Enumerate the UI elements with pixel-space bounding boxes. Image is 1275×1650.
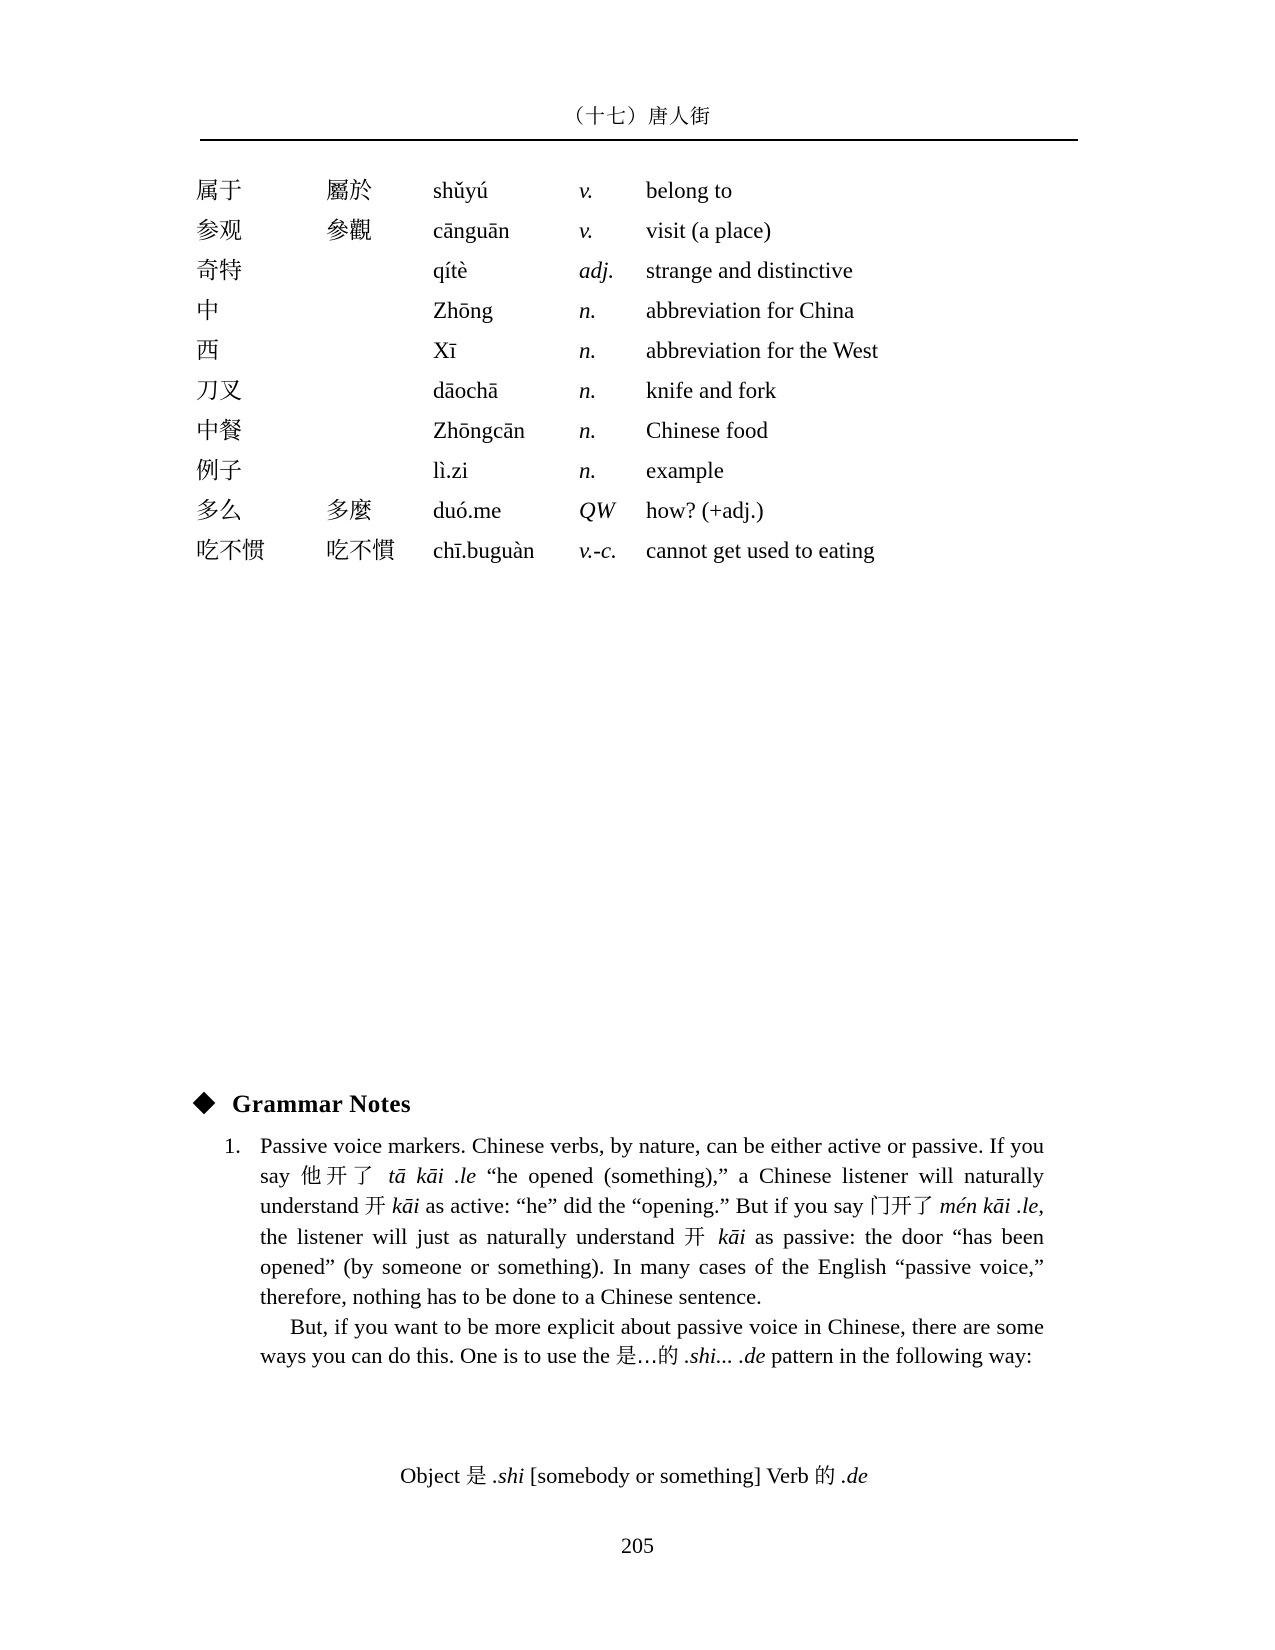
pinyin-run: mén kāi .le (939, 1193, 1039, 1219)
pinyin-run: kāi (392, 1193, 420, 1219)
cell-traditional: 吃不慣 (326, 538, 395, 564)
cell-simplified: 中 (196, 298, 219, 324)
cell-traditional: 屬於 (326, 178, 372, 204)
text-run: Passive voice markers. Chinese verbs, by nature, can be either active or passive. If you say (260, 1133, 1044, 1188)
grammar-pattern-line (224, 1460, 1044, 1490)
cell-traditional (326, 372, 433, 412)
text-run: , the listener will just as naturally understand (260, 1193, 1045, 1249)
cell-english: abbreviation for China (646, 298, 855, 323)
note-paragraph-1 (260, 1131, 1044, 1312)
table-row (196, 532, 878, 572)
chinese-run: 开 (684, 1224, 709, 1249)
vocabulary-table-body (196, 172, 878, 572)
chinese-run: 是 (465, 1464, 487, 1488)
table-row (196, 452, 878, 492)
cell-english: visit (a place) (646, 218, 772, 243)
cell-part-of-speech: v. (579, 218, 594, 243)
cell-pinyin: Zhōngcān (433, 418, 525, 443)
cell-english: abbreviation for the West (646, 338, 879, 363)
page-number: 205 (621, 1533, 654, 1558)
cell-english: how? (+adj.) (646, 498, 764, 523)
cell-simplified: 多么 (196, 498, 242, 524)
cell-part-of-speech: v. (579, 178, 594, 203)
cell-simplified: 属于 (196, 178, 242, 204)
text-run: pattern in the following way: (765, 1343, 1033, 1369)
cell-pinyin: cānguān (433, 218, 510, 243)
vocabulary-table (196, 172, 878, 572)
cell-pinyin: Xī (433, 338, 456, 363)
cell-english: belong to (646, 178, 733, 203)
table-row (196, 492, 878, 532)
text-run: But, if you want to be more explicit about passive voice in Chinese, there are some ways you can do this. One is to use the (260, 1313, 1044, 1369)
table-row (196, 172, 878, 212)
grammar-note-1 (224, 1131, 1044, 1372)
cell-pinyin: chī.buguàn (433, 538, 535, 563)
cell-pinyin: Zhōng (433, 298, 494, 323)
cell-part-of-speech: adj. (579, 258, 615, 283)
text-run: “he opened (something),” a Chinese listener will naturally understand (260, 1162, 1044, 1219)
cell-traditional (326, 332, 433, 372)
chinese-run: 开 (364, 1194, 387, 1219)
cell-part-of-speech: n. (579, 418, 597, 443)
cell-part-of-speech: n. (579, 338, 597, 363)
table-row (196, 212, 878, 252)
text-run (378, 1163, 388, 1188)
diamond-bullet-icon (193, 1092, 216, 1115)
chinese-run: 是…的 (615, 1344, 679, 1369)
note-paragraph-2 (260, 1312, 1044, 1372)
cell-pinyin: duó.me (433, 498, 502, 523)
cell-traditional (326, 292, 433, 332)
cell-simplified: 中餐 (196, 418, 242, 444)
running-head: （十七）唐人街 (564, 104, 711, 128)
cell-simplified: 西 (196, 338, 219, 364)
cell-english: example (646, 458, 724, 483)
cell-pinyin: dāochā (433, 378, 499, 403)
table-row (196, 252, 878, 292)
cell-part-of-speech: v.-c. (579, 538, 617, 563)
cell-traditional (326, 412, 433, 452)
chinese-run: 的 (814, 1464, 836, 1488)
cell-part-of-speech: n. (579, 378, 597, 403)
cell-part-of-speech: n. (579, 458, 597, 483)
pinyin-run: kāi (718, 1223, 746, 1249)
cell-traditional: 參觀 (326, 218, 372, 244)
cell-pinyin: lì.zi (433, 458, 469, 483)
cell-part-of-speech: QW (579, 498, 615, 523)
text-run (709, 1224, 718, 1249)
pinyin-run: .shi (492, 1463, 525, 1488)
cell-english: knife and fork (646, 378, 777, 403)
table-row (196, 412, 878, 452)
cell-traditional (326, 252, 433, 292)
text-run: Object (400, 1463, 466, 1488)
cell-pinyin: qítè (433, 258, 468, 283)
cell-english: cannot get used to eating (646, 538, 875, 563)
text-run: [somebody or something] Verb (524, 1463, 815, 1488)
note-body (260, 1131, 1044, 1372)
cell-pinyin: shǔyú (433, 178, 488, 203)
chinese-run: 他开了 (300, 1163, 378, 1188)
cell-simplified: 参观 (196, 218, 242, 244)
cell-simplified: 吃不惯 (196, 538, 265, 564)
cell-simplified: 刀叉 (196, 378, 242, 404)
grammar-notes-heading (196, 1091, 411, 1119)
grammar-notes-heading-label: Grammar Notes (232, 1091, 411, 1118)
cell-part-of-speech: n. (579, 298, 597, 323)
text-run: as active: “he” did the “opening.” But if you say (419, 1193, 870, 1219)
pinyin-run: tā kāi .le (388, 1162, 477, 1188)
note-number: 1. (224, 1133, 241, 1158)
cell-english: strange and distinctive (646, 258, 853, 283)
grammar-notes-list (224, 1131, 1044, 1372)
cell-simplified: 例子 (196, 458, 242, 484)
table-row (196, 332, 878, 372)
pinyin-run: .shi... .de (684, 1343, 766, 1369)
text-run: as passive: the door “has been opened” (by someone or something). In many cases of the English “passive voice,” therefore, nothing has to be done to a Chinese sentence. (260, 1223, 1045, 1309)
chinese-run: 门开了 (869, 1194, 934, 1219)
cell-traditional (326, 452, 433, 492)
header-rule (200, 139, 1078, 141)
cell-simplified: 奇特 (196, 258, 242, 284)
cell-traditional: 多麼 (326, 498, 372, 524)
table-row (196, 372, 878, 412)
table-row (196, 292, 878, 332)
cell-english: Chinese food (646, 418, 769, 443)
pinyin-run: .de (841, 1463, 868, 1488)
